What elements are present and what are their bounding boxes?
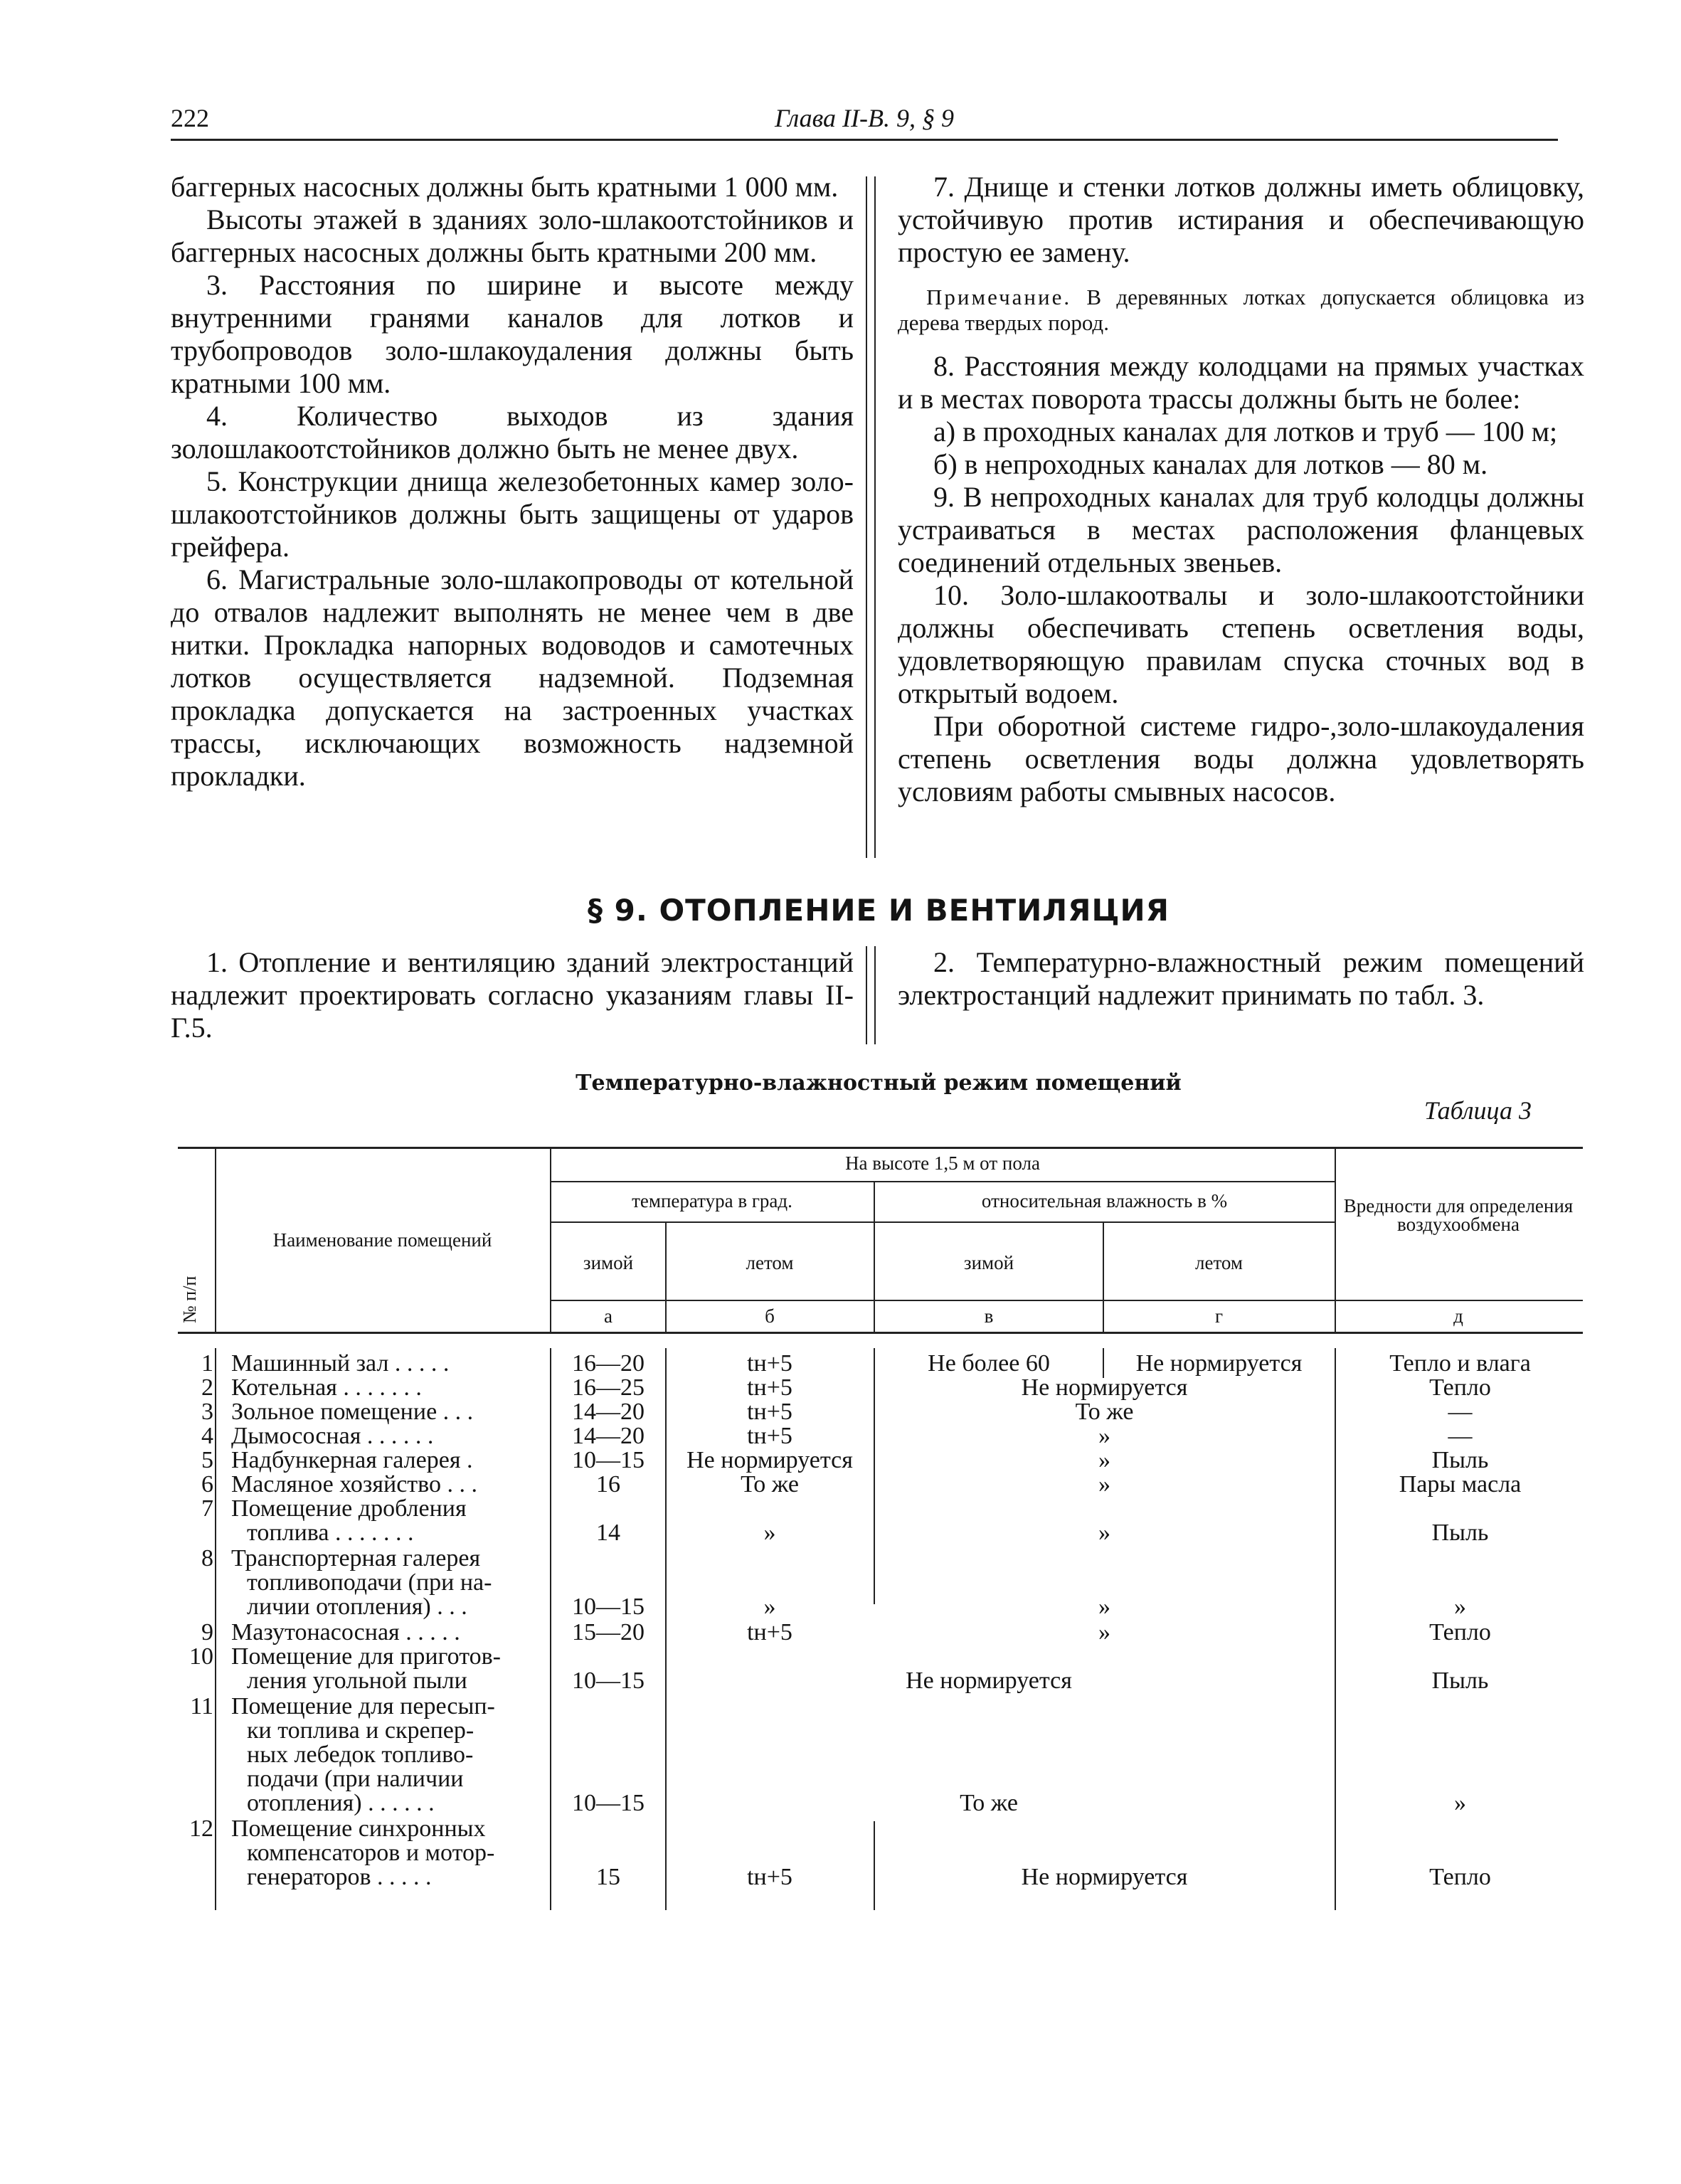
table-rule bbox=[550, 1221, 1335, 1223]
header-num: № п/п bbox=[179, 1276, 200, 1323]
paragraph: 1. Отопление и вентиляцию зданий электростанций надлежит проектировать согласно указаниям главы II-Г.5. bbox=[171, 946, 854, 1044]
temp-winter: 16 bbox=[596, 1471, 620, 1497]
header-letter: д bbox=[1453, 1305, 1463, 1327]
temp-summer: tн+5 bbox=[747, 1423, 792, 1449]
table-column-rule bbox=[215, 1147, 216, 1334]
paragraph: 6. Магистральные золо-шлакопроводы от котельной до отвалов надлежит выполнять не менее чем в две нитки. Прокладка напорных водоводов и самотечных лотков осуществляется надземной. Подземная прокладка допускается на застроенных участках трассы, исключающих возможность надземной прокладки. bbox=[171, 563, 854, 792]
paragraph: 3. Расстояния по ширине и высоте между внутренними гранями каналов для лотков и трубопроводов золо-шлакоудаления должны быть кратными 100 мм. bbox=[171, 269, 854, 399]
temp-summer: tн+5 bbox=[747, 1864, 792, 1890]
harm-factor: Пыль bbox=[1431, 1447, 1489, 1473]
row-number: 6 bbox=[201, 1471, 213, 1497]
room-name: Машинный зал . . . . . bbox=[231, 1350, 450, 1377]
table-rule bbox=[550, 1181, 1335, 1182]
temp-winter: 10—15 bbox=[572, 1447, 645, 1473]
room-name: отопления) . . . . . . bbox=[247, 1790, 435, 1816]
room-name: Мазутонасосная . . . . . bbox=[231, 1619, 460, 1645]
table-column-rule bbox=[1335, 1348, 1336, 1910]
temp-winter: 16—20 bbox=[572, 1350, 645, 1377]
humidity-winter: Не более 60 bbox=[928, 1350, 1050, 1377]
header-letter: в bbox=[984, 1305, 994, 1327]
temp-summer: То же bbox=[741, 1471, 799, 1497]
page-header bbox=[171, 103, 1558, 141]
row-number: 3 bbox=[201, 1399, 213, 1425]
humidity: Не нормируется bbox=[1021, 1864, 1188, 1890]
harm-factor: » bbox=[1454, 1594, 1466, 1620]
humidity: » bbox=[1098, 1520, 1110, 1546]
room-name: генераторов . . . . . bbox=[247, 1864, 432, 1890]
table-label: Таблица 3 bbox=[1423, 1096, 1532, 1125]
room-name: Масляное хозяйство . . . bbox=[231, 1471, 477, 1497]
temp-summer: tн+5 bbox=[747, 1399, 792, 1425]
row-number: 4 bbox=[201, 1423, 213, 1449]
harm-factor: Пыль bbox=[1431, 1668, 1489, 1694]
header-letter: г bbox=[1214, 1305, 1224, 1327]
header-humid: относительная влажность в % bbox=[981, 1190, 1228, 1212]
row-number: 12 bbox=[189, 1815, 213, 1842]
room-name: топлива . . . . . . . bbox=[247, 1520, 414, 1546]
table-header-bottom-rule bbox=[178, 1332, 1583, 1334]
temp-summer: tн+5 bbox=[747, 1619, 792, 1645]
humidity: Не нормируется bbox=[1021, 1374, 1188, 1401]
header-winter-h: зимой bbox=[963, 1252, 1014, 1273]
temp-winter: 10—15 bbox=[572, 1790, 645, 1816]
right-column-top bbox=[898, 171, 1584, 808]
paragraph: 10. Золо-шлакоотвалы и золо-шлакоотстойники должны обеспечивать степень осветления воды, удовлетворяющую правилам спуска сточных вод в открытый водоем. bbox=[898, 579, 1584, 709]
humidity: » bbox=[1098, 1471, 1110, 1497]
temp-winter: 16—25 bbox=[572, 1374, 645, 1401]
left-column-top bbox=[171, 171, 854, 793]
harm-factor: Пары масла bbox=[1399, 1471, 1522, 1497]
note-label: Примечание. bbox=[926, 285, 1072, 309]
room-name: компенсаторов и мотор- bbox=[247, 1840, 495, 1866]
harm-factor: Тепло bbox=[1429, 1374, 1491, 1401]
table-rule bbox=[550, 1300, 1583, 1301]
room-name: личии отопления) . . . bbox=[247, 1594, 467, 1620]
harm-factor: — bbox=[1448, 1399, 1473, 1425]
header-name: Наименование помещений bbox=[272, 1229, 492, 1251]
section-left-column bbox=[171, 946, 854, 1044]
temp-winter: 14—20 bbox=[572, 1423, 645, 1449]
room-name: Помещение для пересып- bbox=[231, 1693, 495, 1719]
section-title: § 9. ОТОПЛЕНИЕ И ВЕНТИЛЯЦИЯ bbox=[588, 893, 1170, 928]
table-top-rule bbox=[178, 1147, 1583, 1149]
paragraph: 8. Расстояния между колодцами на прямых участках и в местах поворота трассы должны быть не более: bbox=[898, 350, 1584, 415]
harm-factor: Тепло и влага bbox=[1389, 1350, 1531, 1377]
room-name: Дымососная . . . . . . bbox=[231, 1423, 434, 1449]
note-text: В деревянных лотках допускается облицовка из дерева твердых пород. bbox=[898, 285, 1584, 335]
row-number: 7 bbox=[201, 1495, 213, 1522]
room-name: Котельная . . . . . . . bbox=[231, 1374, 422, 1401]
header-height: На высоте 1,5 м от пола bbox=[845, 1152, 1040, 1174]
header-letter: а bbox=[604, 1305, 613, 1327]
temp-summer: » bbox=[763, 1520, 776, 1546]
header-letter: б bbox=[765, 1305, 775, 1327]
paragraph: 9. В непроходных каналах для труб колодцы должны устраиваться в местах расположения фланцевых соединений отдельных звеньев. bbox=[898, 481, 1584, 578]
paragraph: При оборотной системе гидро-,золо-шлакоудаления степень осветления воды должна удовлетворять условиям работы смывных насосов. bbox=[898, 710, 1584, 807]
room-name: подачи (при наличии bbox=[247, 1766, 464, 1792]
harm-factor: — bbox=[1448, 1423, 1473, 1449]
row-number: 2 bbox=[201, 1374, 213, 1401]
header-summer-h: летом bbox=[1195, 1252, 1243, 1273]
merged-value: То же bbox=[960, 1790, 1018, 1816]
header-winter-t: зимой bbox=[583, 1252, 634, 1273]
merged-value: Не нормируется bbox=[906, 1668, 1072, 1694]
paragraph: а) в проходных каналах для лотков и труб — 100 м; bbox=[933, 415, 1558, 447]
room-name: ления угольной пыли bbox=[247, 1668, 467, 1694]
row-number: 8 bbox=[201, 1545, 213, 1571]
page-number: 222 bbox=[171, 104, 209, 132]
column-divider bbox=[866, 176, 876, 858]
temp-summer: Не нормируется bbox=[686, 1447, 853, 1473]
harm-factor: » bbox=[1454, 1790, 1466, 1816]
paragraph: баггерных насосных должны быть кратными 1 000 мм. bbox=[171, 171, 839, 203]
room-name: ки топлива и скрепер- bbox=[247, 1717, 474, 1744]
header-summer-t: летом bbox=[746, 1252, 794, 1273]
temp-summer: » bbox=[763, 1594, 776, 1620]
header-temp: температура в град. bbox=[632, 1190, 792, 1212]
row-number: 11 bbox=[190, 1693, 213, 1719]
temp-winter: 10—15 bbox=[572, 1668, 645, 1694]
temp-winter: 14 bbox=[596, 1520, 620, 1546]
paragraph: 2. Температурно-влажностный режим помещений электростанций надлежит принимать по табл. 3. bbox=[898, 946, 1584, 1011]
note bbox=[898, 285, 1584, 336]
room-name: Транспортерная галерея bbox=[231, 1545, 481, 1571]
temp-winter: 15—20 bbox=[572, 1619, 645, 1645]
running-head: Глава II-В. 9, § 9 bbox=[774, 104, 955, 132]
humidity: То же bbox=[1075, 1399, 1134, 1425]
room-name: Зольное помещение . . . bbox=[231, 1399, 474, 1425]
harm-factor: Тепло bbox=[1429, 1619, 1491, 1645]
table-column-rule bbox=[215, 1348, 216, 1910]
room-name: ных лебедок топливо- bbox=[247, 1742, 474, 1768]
room-name: Надбункерная галерея . bbox=[231, 1447, 473, 1473]
row-number: 9 bbox=[201, 1619, 213, 1645]
humidity: » bbox=[1098, 1619, 1110, 1645]
temp-winter: 10—15 bbox=[572, 1594, 645, 1620]
harm-factor: Тепло bbox=[1429, 1864, 1491, 1890]
column-divider bbox=[866, 946, 876, 1044]
section-right-column bbox=[898, 946, 1584, 1012]
header-harm: Вредности для определения воздухообмена bbox=[1343, 1195, 1574, 1235]
room-name: топливоподачи (при на- bbox=[247, 1569, 492, 1596]
room-name: Помещение синхронных bbox=[231, 1815, 486, 1842]
temp-winter: 14—20 bbox=[572, 1399, 645, 1425]
paragraph: 4. Количество выходов из здания золошлакоотстойников должно быть не менее двух. bbox=[171, 400, 854, 465]
row-number: 1 bbox=[201, 1350, 213, 1377]
temp-summer: tн+5 bbox=[747, 1374, 792, 1401]
row-number: 5 bbox=[201, 1447, 213, 1473]
paragraph: б) в непроходных каналах для лотков — 80 м. bbox=[933, 448, 1488, 480]
room-name: Помещение дробления bbox=[231, 1495, 467, 1522]
room-name: Помещение для приготов- bbox=[231, 1643, 501, 1670]
humidity: » bbox=[1098, 1594, 1110, 1620]
humidity-summer: Не нормируется bbox=[1135, 1350, 1303, 1377]
table-column-rule bbox=[1335, 1147, 1336, 1334]
humidity: » bbox=[1098, 1423, 1110, 1449]
paragraph: 7. Днище и стенки лотков должны иметь облицовку, устойчивую против истирания и обеспечивающую простую ее замену. bbox=[898, 171, 1584, 268]
harm-factor: Пыль bbox=[1431, 1520, 1489, 1546]
humidity: » bbox=[1098, 1447, 1110, 1473]
paragraph: Высоты этажей в зданиях золо-шлакоотстойников и баггерных насосных должны быть кратными 200 мм. bbox=[171, 203, 854, 268]
row-number: 10 bbox=[189, 1643, 213, 1670]
paragraph: 5. Конструкции днища железобетонных камер золо-шлакоотстойников должны быть защищены от ударов грейфера. bbox=[171, 465, 854, 563]
temp-winter: 15 bbox=[596, 1864, 620, 1890]
temp-summer: tн+5 bbox=[747, 1350, 792, 1377]
table-title: Температурно-влажностный режим помещений bbox=[576, 1071, 1182, 1096]
